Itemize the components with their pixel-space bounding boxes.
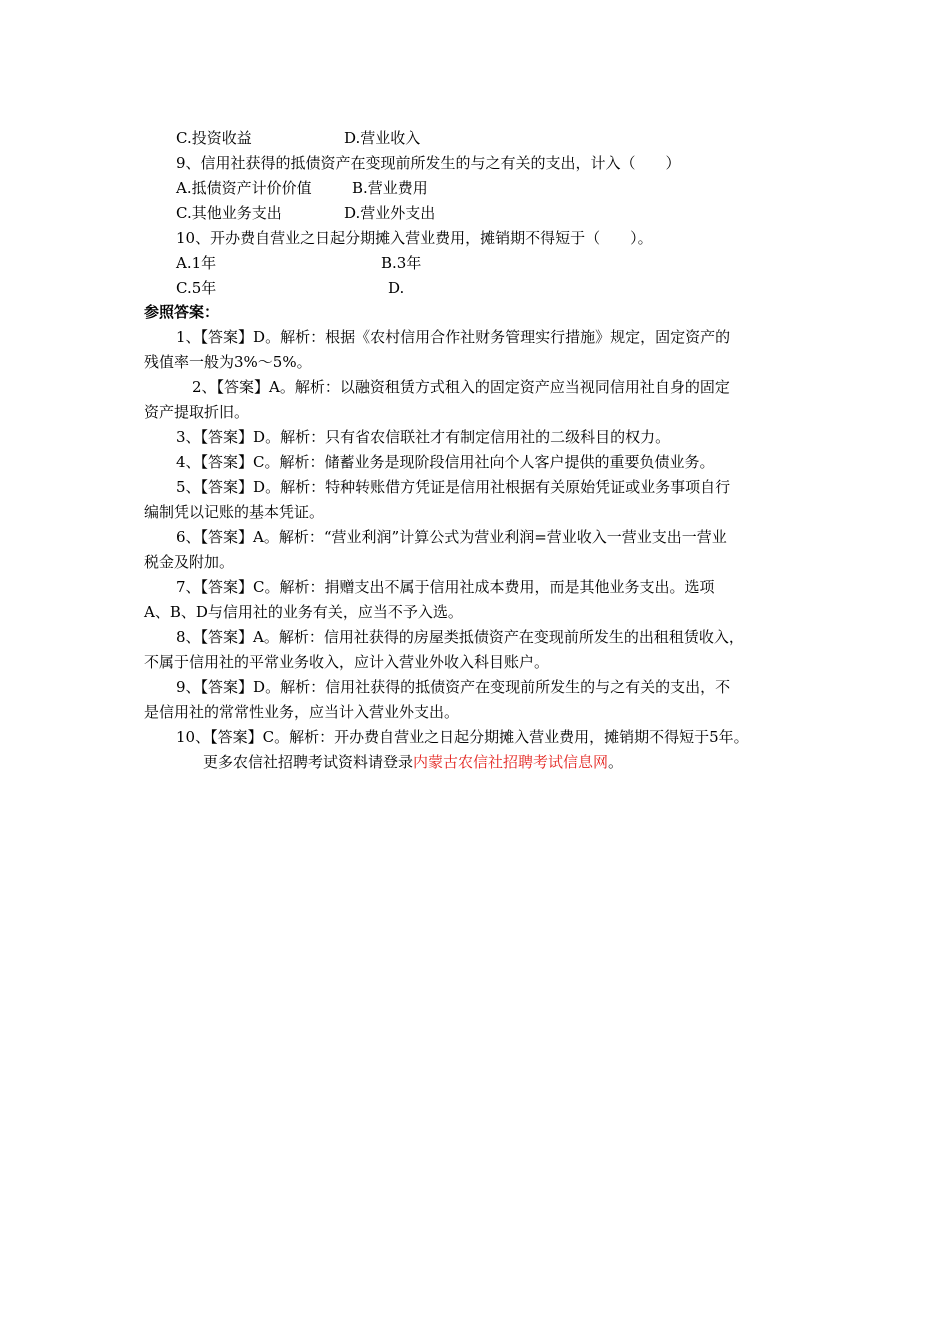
answer-4-line1: 4、【答案】C。解析：储蓄业务是现阶段信用社向个人客户提供的重要负债业务。 xyxy=(176,453,715,471)
answers-heading: 参照答案： xyxy=(144,303,220,321)
answer-8-line1: 8、【答案】A。解析：信用社获得的房屋类抵债资产在变现前所发生的出租租赁收入， xyxy=(176,628,744,646)
footer-suffix: 。 xyxy=(608,753,624,771)
q10-option-d: D. xyxy=(388,279,405,297)
answer-7-line2: A、B、D与信用社的业务有关，应当不予入选。 xyxy=(144,603,463,621)
answer-2-line1: 2、【答案】A。解析：以融资租赁方式租入的固定资产应当视同信用社自身的固定 xyxy=(192,378,730,396)
answer-1-line1: 1、【答案】D。解析：根据《农村信用合作社财务管理实行措施》规定，固定资产的 xyxy=(176,328,731,346)
answer-6-line1: 6、【答案】A。解析：“营业利润”计算公式为营业利润=营业收入一营业支出一营业 xyxy=(176,528,727,546)
q9-option-c: C.其他业务支出 xyxy=(176,204,282,222)
answer-8-line2: 不属于信用社的平常业务收入，应计入营业外收入科目账户。 xyxy=(144,653,550,671)
q9-option-b: B.营业费用 xyxy=(352,179,428,197)
answer-5-line1: 5、【答案】D。解析：特种转账借方凭证是信用社根据有关原始凭证或业务事项自行 xyxy=(176,478,731,496)
answer-3-line1: 3、【答案】D。解析：只有省农信联社才有制定信用社的二级科目的权力。 xyxy=(176,428,671,446)
answer-2-line2: 资产提取折旧。 xyxy=(144,403,250,421)
answer-9-line2: 是信用社的常常性业务，应当计入营业外支出。 xyxy=(144,703,460,721)
answer-5-line2: 编制凭以记账的基本凭证。 xyxy=(144,503,325,521)
q9-stem: 9、信用社获得的抵债资产在变现前所发生的与之有关的支出，计入（ ） xyxy=(176,154,681,172)
answer-6-line2: 税金及附加。 xyxy=(144,553,235,571)
q10-option-b: B.3年 xyxy=(381,254,422,272)
answer-10-line1: 10、【答案】C。解析：开办费自营业之日起分期摊入营业费用，摊销期不得短于5年。 xyxy=(176,728,749,746)
q9-option-a: A.抵债资产计价价值 xyxy=(176,179,312,197)
q10-stem: 10、开办费自营业之日起分期摊入营业费用，摊销期不得短于（ ）。 xyxy=(176,229,653,247)
prev-option-c: C.投资收益 xyxy=(176,129,252,147)
q10-option-c: C.5年 xyxy=(176,279,217,297)
answer-9-line1: 9、【答案】D。解析：信用社获得的抵债资产在变现前所发生的与之有关的支出，不 xyxy=(176,678,731,696)
answer-1-line2: 残值率一般为3%～5%。 xyxy=(144,353,312,371)
footer-link[interactable]: 内蒙古农信社招聘考试信息网 xyxy=(413,753,609,771)
footer-prefix: 更多农信社招聘考试资料请登录 xyxy=(203,753,414,771)
footer-line xyxy=(203,752,623,772)
q9-option-d: D.营业外支出 xyxy=(344,204,436,222)
answer-7-line1: 7、【答案】C。解析：捐赠支出不属于信用社成本费用，而是其他业务支出。选项 xyxy=(176,578,715,596)
q10-option-a: A.1年 xyxy=(176,254,217,272)
prev-option-d: D.营业收入 xyxy=(344,129,421,147)
